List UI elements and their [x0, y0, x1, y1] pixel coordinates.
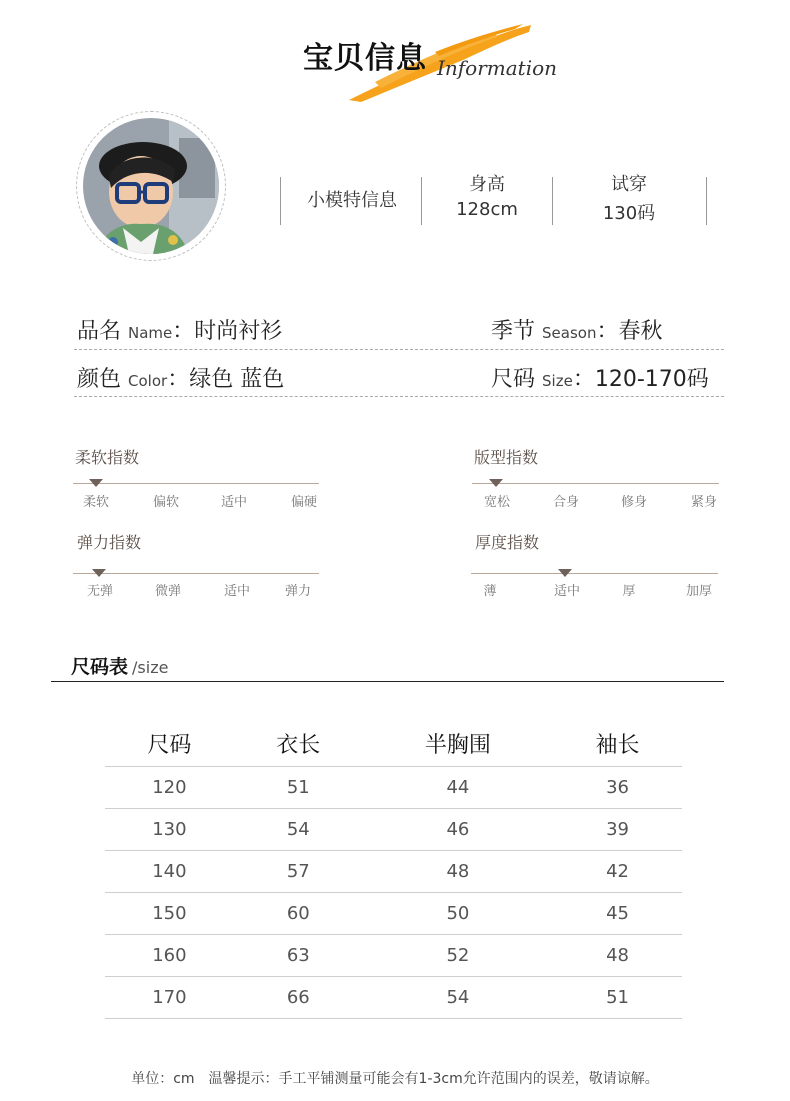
- fit-option: 合身: [552, 495, 579, 510]
- thickness-option: 适中: [553, 584, 580, 599]
- table-cell: 54: [363, 977, 553, 1019]
- divider: [280, 177, 281, 225]
- table-row: [105, 977, 682, 1019]
- table-cell: 150: [105, 893, 234, 935]
- divider: [552, 177, 553, 225]
- size-chart-subtitle: /size: [132, 658, 169, 677]
- table-cell: 46: [363, 809, 553, 851]
- fit-marker: [489, 479, 503, 487]
- table-row: [105, 851, 682, 893]
- size-range-row: 尺码 Size：120-170码: [491, 367, 709, 392]
- color-value: 绿色 蓝色: [189, 367, 285, 392]
- section-title-english: Information: [437, 56, 558, 80]
- model-info-label: 小模特信息: [307, 190, 397, 211]
- table-row: [105, 893, 682, 935]
- table-cell: 48: [363, 851, 553, 893]
- table-cell: 63: [234, 935, 363, 977]
- table-cell: 48: [553, 935, 682, 977]
- product-name-label: 品名: [77, 319, 122, 344]
- thickness-option: 薄: [483, 584, 497, 599]
- try-size-value: 130码: [602, 203, 656, 224]
- divider: [706, 177, 707, 225]
- dashed-divider: [74, 349, 724, 350]
- table-cell: 51: [234, 767, 363, 809]
- elasticity-option: 适中: [223, 584, 250, 599]
- model-avatar: [83, 118, 219, 254]
- elasticity-scale-line: [73, 573, 319, 574]
- height-label: 身高: [469, 174, 505, 195]
- thickness-option: 厚: [622, 584, 636, 599]
- thickness-marker: [558, 569, 572, 577]
- season-label: 季节: [491, 319, 536, 344]
- table-cell: 57: [234, 851, 363, 893]
- column-header: 尺码: [105, 720, 234, 767]
- dashed-divider: [74, 396, 724, 397]
- elasticity-option: 无弹: [86, 584, 113, 599]
- fit-index-title: 版型指数: [474, 448, 539, 467]
- table-cell: 39: [553, 809, 682, 851]
- thickness-option: 加厚: [685, 584, 712, 599]
- size-label: 尺码: [491, 367, 536, 392]
- section-title: 宝贝信息: [303, 41, 427, 76]
- softness-option: 偏硬: [290, 495, 317, 510]
- thickness-index-title: 厚度指数: [475, 533, 540, 552]
- elasticity-index-title: 弹力指数: [77, 533, 142, 552]
- product-name-row: 品名 Name：时尚衬衫: [77, 319, 283, 344]
- size-value: 120-170码: [594, 367, 709, 392]
- fit-option: 修身: [620, 495, 647, 510]
- fit-option: 紧身: [690, 495, 717, 510]
- elasticity-marker: [92, 569, 106, 577]
- table-cell: 60: [234, 893, 363, 935]
- color-english: Color: [128, 372, 168, 390]
- size-english: Size: [542, 372, 573, 390]
- column-header: 袖长: [553, 720, 682, 767]
- season-english: Season: [542, 324, 597, 342]
- product-name-value: 时尚衬衫: [194, 319, 283, 344]
- season-row: 季节 Season：春秋: [491, 319, 663, 344]
- thickness-scale-line: [471, 573, 718, 574]
- table-cell: 130: [105, 809, 234, 851]
- table-cell: 51: [553, 977, 682, 1019]
- size-chart-rule: [51, 681, 724, 682]
- table-cell: 140: [105, 851, 234, 893]
- try-size-label: 试穿: [611, 174, 647, 195]
- softness-marker: [89, 479, 103, 487]
- table-header-row: [105, 720, 682, 767]
- size-table: [105, 720, 682, 1019]
- table-cell: 160: [105, 935, 234, 977]
- table-row: [105, 935, 682, 977]
- height-value: 128cm: [456, 199, 518, 220]
- table-cell: 66: [234, 977, 363, 1019]
- table-cell: 170: [105, 977, 234, 1019]
- measurement-note: 单位：cm 温馨提示：手工平铺测量可能会有1-3cm允许范围内的误差，敬请谅解。: [131, 1071, 659, 1087]
- table-cell: 52: [363, 935, 553, 977]
- table-cell: 36: [553, 767, 682, 809]
- table-cell: 42: [553, 851, 682, 893]
- color-row: 颜色 Color：绿色 蓝色: [77, 367, 285, 392]
- table-row: [105, 767, 682, 809]
- size-chart-title: 尺码表 /size: [71, 656, 169, 678]
- product-name-english: Name: [128, 324, 173, 342]
- softness-option: 适中: [220, 495, 247, 510]
- table-cell: 44: [363, 767, 553, 809]
- table-cell: 45: [553, 893, 682, 935]
- table-cell: 120: [105, 767, 234, 809]
- table-cell: 54: [234, 809, 363, 851]
- fit-option: 宽松: [483, 495, 510, 510]
- season-value: 春秋: [618, 319, 663, 344]
- table-row: [105, 809, 682, 851]
- column-header: 衣长: [234, 720, 363, 767]
- elasticity-option: 微弹: [154, 584, 181, 599]
- softness-scale-line: [73, 483, 319, 484]
- softness-index-title: 柔软指数: [75, 448, 140, 467]
- column-header: 半胸围: [363, 720, 553, 767]
- fit-scale-line: [472, 483, 719, 484]
- color-label: 颜色: [77, 367, 122, 392]
- elasticity-option: 弹力: [284, 584, 311, 599]
- softness-option: 偏软: [152, 495, 179, 510]
- softness-option: 柔软: [82, 495, 109, 510]
- table-cell: 50: [363, 893, 553, 935]
